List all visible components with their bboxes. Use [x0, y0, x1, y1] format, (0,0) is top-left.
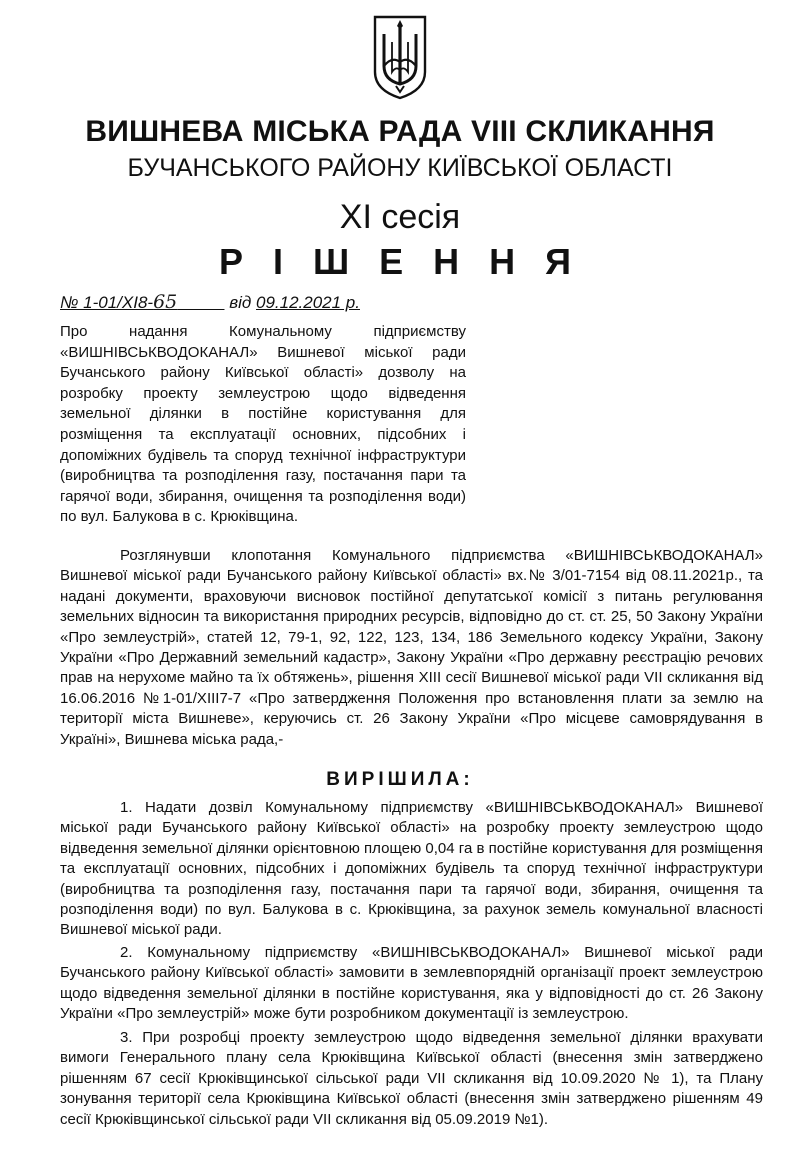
decision-date: 09.12.2021 р. — [256, 293, 360, 312]
preamble-paragraph: Розглянувши клопотання Комунального підприємства «ВИШНІВСЬКВОДОКАНАЛ» Вишневої міської ради Бучанського району Київської області» вх.№ 3/01-7154 від 08.11.2021р., та надані документи, враховуючи висновок постійної депутатської комісії з питань регулювання земельних відносин та використання природних ресурсів, відповідно до ст. ст. 25, 50 Закону України «Про землеустрій», статей 12, 79-1, 92, 122, 123, 134, 186 Земельного кодексу України, Закону України «Про Державний земельний кадастр», Закону України «Про державну реєстрацію речових прав на нерухоме майно та їх обтяжень», рішення XIII сесії Вишневої міської ради VII скликання від 16.06.2016 №1-01/XIII7-7 «Про затвердження Положення про встановлення плати за землю на території міста Вишневе», керуючись ст. 26 Закону України «Про місцеве самоврядування в Україні», Вишнева міська рада,- — [60, 547, 763, 748]
decision-number: № 1-01/XI8-65 — [60, 291, 178, 313]
council-name: ВИШНЕВА МІСЬКА РАДА VIII СКЛИКАННЯ — [85, 115, 715, 148]
decision-number-line — [60, 290, 360, 315]
decision-subject: Про надання Комунальному підприємству «ВИШНІВСЬКВОДОКАНАЛ» Вишневої міської ради Бучанського району Київської області» дозволу на розробку проекту землеустрою щодо відведення земельної ділянки в постійне користування для розміщення та експлуатації основних, підсобних і допоміжних будівель та споруд технічної інфраструктури (виробництва та розподілення газу, постачання пари та гарячої води, збирання, очищення та розподілення води) по вул. Балукова в с. Крюківщина. — [60, 323, 466, 526]
date-prefix: від — [229, 293, 252, 312]
resolution-item-3: 3. При розробці проекту землеустрою щодо відведення земельної ділянки врахувати вимоги Генерального плану села Крюківщина Київської області (внесення змін затверджено рішенням 67 сесії Крюківщинської сільської ради VII скликання від 10.09.2020 № 1), та Плану зонування території села Крюківщина Київської області (внесення змін затверджено рішенням 49 сесії Крюківщинської сільської ради VII скликання від 05.09.2019 №1). — [60, 1029, 763, 1128]
resolution-item-2: 2. Комунальному підприємству «ВИШНІВСЬКВОДОКАНАЛ» Вишневої міської ради Бучанського району Київської області» замовити в землевпорядній організації проект землеустрою щодо відведення земельної ділянки в постійне користування, яка у відповідності до ст. 26 Закону України «Про землеустрій» може бути розробником документації із землеустрою. — [60, 944, 763, 1023]
resolved-heading: ВИРІШИЛА: — [326, 769, 474, 790]
council-district: БУЧАНСЬКОГО РАЙОНУ КИЇВСЬКОЇ ОБЛАСТІ — [127, 154, 673, 182]
coat-of-arms-icon — [372, 14, 428, 100]
session-title: XI сесія — [339, 198, 461, 236]
resolution-item-1: 1. Надати дозвіл Комунальному підприємству «ВИШНІВСЬКВОДОКАНАЛ» Вишневої міської ради Бучанського району Київської області» на розробку проекту землеустрою щодо відведення земельної ділянки орієнтовною площею 0,04 га в постійне користування для розміщення та експлуатації основних, підсобних і допоміжних будівель та споруд технічної інфраструктури (виробництва та розподілення газу, постачання пари та гарячої води, збирання, очищення та розподілення води) по вул. Балукова в с. Крюківщина, за рахунок земель комунальної власності Вишневої міської ради. — [60, 799, 763, 939]
handwritten-number: 65 — [153, 291, 178, 313]
decision-title: Р І Ш Е Н Н Я — [218, 241, 582, 282]
